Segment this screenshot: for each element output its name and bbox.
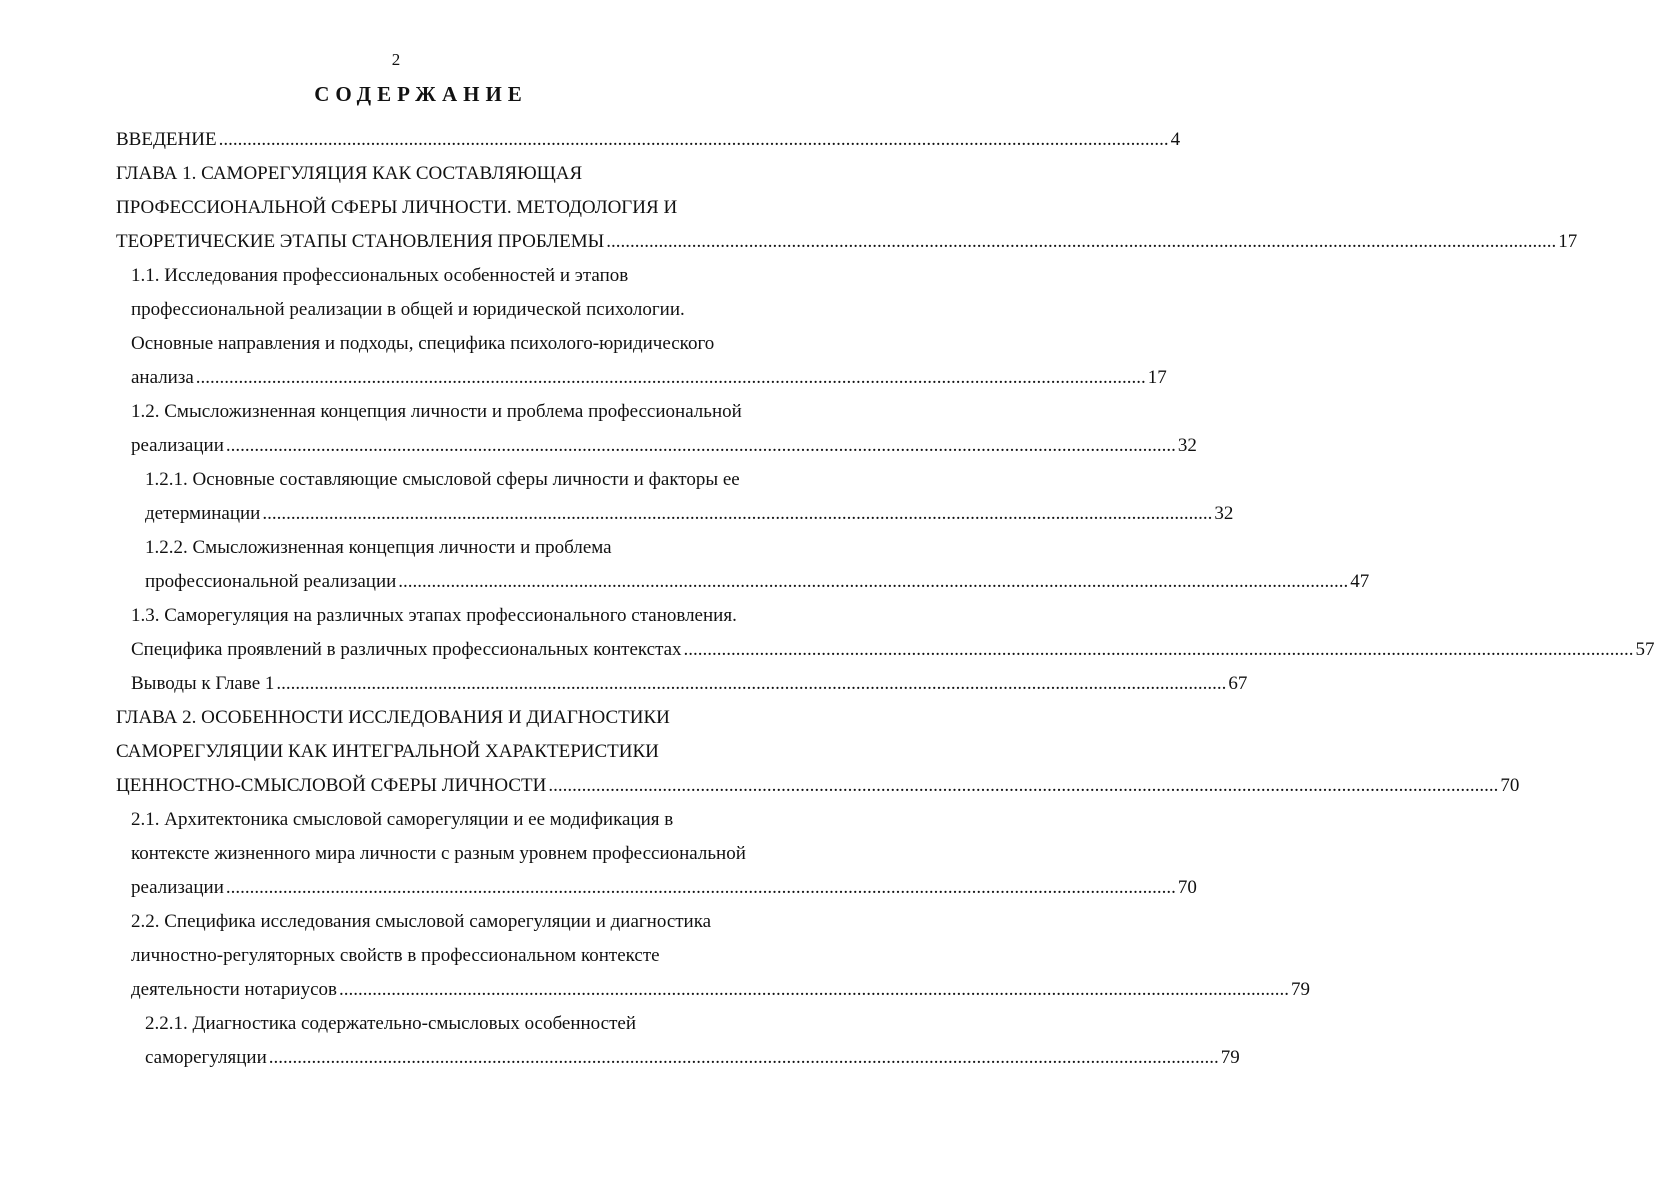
toc-entry-chapter-1[interactable] xyxy=(116,224,1578,260)
toc-entry-2-2-1[interactable] xyxy=(145,1040,1240,1076)
toc-entry-1-2-1-line[interactable]: 1.2.1. Основные составляющие смысловой сферы личности и факторы ее xyxy=(145,469,740,490)
toc-entry-1-1-line[interactable]: 1.1. Исследования профессиональных особенностей и этапов xyxy=(131,265,629,286)
toc-entry-text: реализации xyxy=(131,877,224,898)
toc-entry-chapter-1-line[interactable]: ГЛАВА 1. САМОРЕГУЛЯЦИЯ КАК СОСТАВЛЯЮЩАЯ xyxy=(116,163,583,184)
toc-entry-page: 70 xyxy=(1177,877,1197,898)
toc-entry-1-2-2[interactable] xyxy=(145,564,1370,600)
toc-entry-text: ТЕОРЕТИЧЕСКИЕ ЭТАПЫ СТАНОВЛЕНИЯ ПРОБЛЕМЫ xyxy=(116,231,605,252)
toc-entry-text: Специфика проявлений в различных профессиональных контекстах xyxy=(131,639,682,660)
toc-entry-text: ЦЕННОСТНО-СМЫСЛОВОЙ СФЕРЫ ЛИЧНОСТИ xyxy=(116,775,547,796)
leader-dots: ........................................................................................................................................................................................................ xyxy=(338,979,1289,1000)
toc-entry-page: 17 xyxy=(1147,367,1167,388)
leader-dots: ........................................................................................................................................................................................................ xyxy=(225,435,1176,456)
toc-entry-1-2[interactable] xyxy=(131,428,1197,464)
toc-entry-1-2-2-line[interactable]: 1.2.2. Смысложизненная концепция личности и проблема xyxy=(145,537,612,558)
leader-dots: ........................................................................................................................................................................................................ xyxy=(276,673,1227,694)
leader-dots: ........................................................................................................................................................................................................ xyxy=(268,1047,1219,1068)
toc-entry-page: 47 xyxy=(1350,571,1370,592)
toc-entry-2-2[interactable] xyxy=(131,972,1310,1008)
toc-entry-2-2-line[interactable]: личностно-регуляторных свойств в профессиональном контексте xyxy=(131,945,660,966)
toc-entry-chapter-1-line[interactable]: ПРОФЕССИОНАЛЬНОЙ СФЕРЫ ЛИЧНОСТИ. МЕТОДОЛОГИЯ И xyxy=(116,197,678,218)
toc-entry-page: 70 xyxy=(1500,775,1520,796)
toc-entry-1-3-line[interactable]: 1.3. Саморегуляция на различных этапах профессионального становления. xyxy=(131,605,737,626)
leader-dots: ........................................................................................................................................................................................................ xyxy=(225,877,1176,898)
leader-dots: ........................................................................................................................................................................................................ xyxy=(218,129,1169,150)
leader-dots: ........................................................................................................................................................................................................ xyxy=(548,775,1499,796)
toc-entry-text: Выводы к Главе 1 xyxy=(131,673,275,694)
toc-entry-text: деятельности нотариусов xyxy=(131,979,337,1000)
leader-dots: ........................................................................................................................................................................................................ xyxy=(195,367,1146,388)
leader-dots: ........................................................................................................................................................................................................ xyxy=(398,571,1349,592)
leader-dots: ........................................................................................................................................................................................................ xyxy=(262,503,1213,524)
toc-entry-text: профессиональной реализации xyxy=(145,571,397,592)
toc-entry-1-3[interactable] xyxy=(131,632,1655,668)
toc-entry-text: анализа xyxy=(131,367,194,388)
toc-entry-page: 17 xyxy=(1558,231,1578,252)
toc-entry-introduction[interactable] xyxy=(116,122,1181,158)
toc-entry-2-1-line[interactable]: 2.1. Архитектоника смысловой саморегуляции и ее модификация в xyxy=(131,809,674,830)
toc-entry-2-1[interactable] xyxy=(131,870,1197,906)
toc-entry-2-2-line[interactable]: 2.2. Специфика исследования смысловой саморегуляции и диагностика xyxy=(131,911,712,932)
toc-entry-chapter-2-line[interactable]: САМОРЕГУЛЯЦИИ КАК ИНТЕГРАЛЬНОЙ ХАРАКТЕРИСТИКИ xyxy=(116,741,659,762)
toc-entry-2-1-line[interactable]: контексте жизненного мира личности с разным уровнем профессиональной xyxy=(131,843,746,864)
toc-entry-2-2-1-line[interactable]: 2.2.1. Диагностика содержательно-смысловых особенностей xyxy=(145,1013,636,1034)
toc-entry-text: ВВЕДЕНИЕ xyxy=(116,129,217,150)
toc-title: СОДЕРЖАНИЕ xyxy=(314,82,528,106)
toc-entry-text: детерминации xyxy=(145,503,261,524)
toc-entry-chapter-2[interactable] xyxy=(116,768,1520,804)
toc-entry-1-1-line[interactable]: Основные направления и подходы, специфика психолого-юридического xyxy=(131,333,715,354)
toc-entry-page: 32 xyxy=(1177,435,1197,456)
leader-dots: ........................................................................................................................................................................................................ xyxy=(683,639,1634,660)
toc-entry-1-2-line[interactable]: 1.2. Смысложизненная концепция личности и проблема профессиональной xyxy=(131,401,742,422)
toc-entry-1-1-line[interactable]: профессиональной реализации в общей и юридической психологии. xyxy=(131,299,685,320)
toc-entry-page: 57 xyxy=(1635,639,1655,660)
toc-entry-page: 4 xyxy=(1170,129,1181,150)
page-number: 2 xyxy=(391,50,401,69)
toc-entry-page: 79 xyxy=(1220,1047,1240,1068)
toc-entry-text: реализации xyxy=(131,435,224,456)
toc-entry-text: саморегуляции xyxy=(145,1047,267,1068)
toc-entry-page: 79 xyxy=(1290,979,1310,1000)
toc-entry-page: 32 xyxy=(1214,503,1234,524)
toc-entry-chapter-2-line[interactable]: ГЛАВА 2. ОСОБЕННОСТИ ИССЛЕДОВАНИЯ И ДИАГНОСТИКИ xyxy=(116,707,670,728)
toc-entry-page: 67 xyxy=(1228,673,1248,694)
toc-entry-1-1[interactable] xyxy=(131,360,1167,396)
toc-entry-conclusions-1[interactable] xyxy=(131,666,1248,702)
toc-entry-1-2-1[interactable] xyxy=(145,496,1234,532)
leader-dots: ........................................................................................................................................................................................................ xyxy=(606,231,1557,252)
